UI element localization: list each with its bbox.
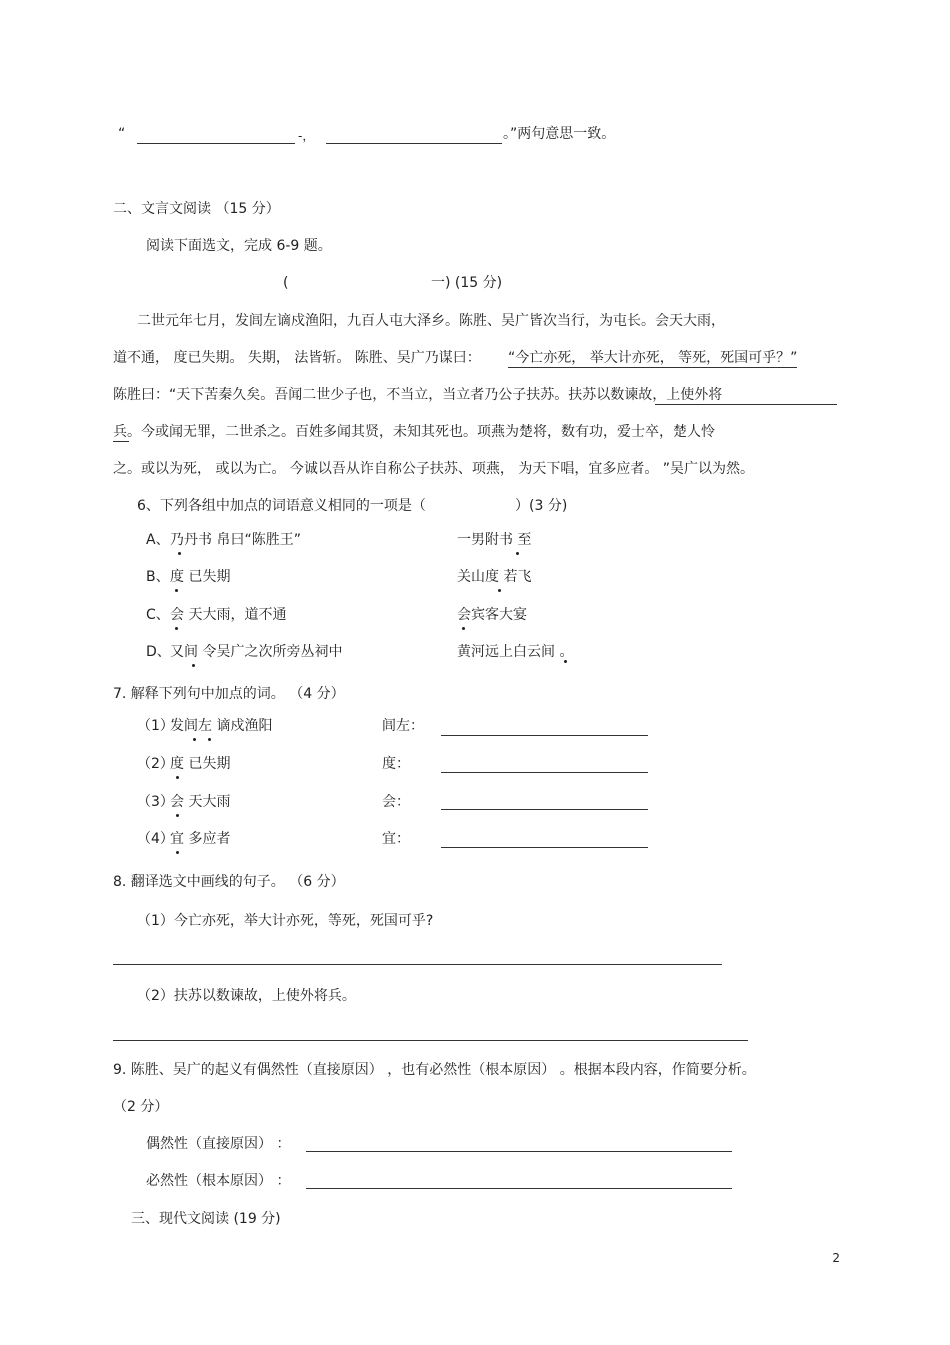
- q6-option-b-right: 关山度 若飞: [457, 569, 532, 585]
- emphasis-dot: [192, 664, 195, 667]
- q9-answer-label-1: 偶然性（直接原因） ：: [146, 1136, 291, 1152]
- passage-line: 道不通， 度已失期。 失期， 法皆斩。 陈胜、吴广乃谋曰：: [113, 350, 481, 366]
- section-2-intro: 阅读下面选文，完成 6-9 题。: [146, 238, 332, 254]
- q8-sentence-1: （1）今亡亦死，举大计亦死，等死，死国可乎?: [137, 913, 434, 929]
- q6-option-label: D、: [146, 644, 171, 660]
- passage-line: 二世元年七月，发闾左谪戍渔阳，九百人屯大泽乡。陈胜、吴广皆次当行，为屯长。会天大雨，: [137, 313, 725, 329]
- quote-tail: 。”两句意思一致。: [503, 126, 616, 142]
- q6-score: ）(3 分): [515, 498, 568, 514]
- q8-stem: 8. 翻译选文中画线的句子。 （6 分）: [113, 874, 345, 890]
- underlined-sentence-1: “今亡亦死， 举大计亦死， 等死，死国可乎？”: [508, 350, 798, 366]
- q6-option-label: C、: [146, 607, 170, 623]
- q6-option-label: A、: [146, 532, 170, 548]
- q7-item-word: 会：: [382, 794, 410, 810]
- q6-option-c-left: 会 天大雨，道不通: [170, 607, 287, 623]
- open-quote: “: [118, 126, 126, 142]
- emphasis-dot: [178, 552, 181, 555]
- q7-stem: 7. 解释下列句中加点的词。 （4 分）: [113, 686, 345, 702]
- emphasis-dot: [564, 660, 567, 663]
- passage-line: 陈胜曰：“天下苦秦久矣。吾闻二世少子也，不当立，当立者乃公子扶苏。扶苏以数谏故，上使外将: [113, 387, 723, 403]
- page-number: 2: [832, 1251, 840, 1265]
- emphasis-dot: [175, 627, 178, 630]
- q7-answer-line[interactable]: [441, 772, 648, 773]
- emphasis-dot: [175, 589, 178, 592]
- subtitle-open: (: [283, 275, 289, 291]
- q9-answer-label-2: 必然性（根本原因） ：: [146, 1173, 291, 1189]
- q8-answer-line-1[interactable]: [113, 964, 722, 965]
- q7-item-num: （3）: [137, 794, 174, 810]
- emphasis-dot: [176, 851, 179, 854]
- underline-sentence-2a: [655, 404, 837, 405]
- emphasis-dot: [193, 738, 196, 741]
- q8-sentence-2: （2）扶苏以数谏故，上使外将兵。: [137, 988, 356, 1004]
- q6-stem: 6、下列各组中加点的词语意义相同的一项是（: [137, 498, 426, 514]
- q7-answer-line[interactable]: [441, 809, 648, 810]
- q7-item-num: （4）: [137, 831, 174, 847]
- emphasis-dot: [516, 552, 519, 555]
- section-2-heading: 二、文言文阅读 （15 分）: [113, 201, 280, 217]
- q9-answer-line-1[interactable]: [306, 1151, 732, 1152]
- emphasis-dot: [462, 627, 465, 630]
- q7-item-text: 度 已失期: [170, 756, 231, 772]
- q7-item-num: （2）: [137, 756, 174, 772]
- q9-stem: 9. 陈胜、吴广的起义有偶然性（直接原因） ，也有必然性（根本原因） 。根据本段内容，作简要分析。: [113, 1062, 756, 1078]
- quote-mid: -，: [298, 129, 315, 143]
- q7-item-word: 宜：: [382, 831, 410, 847]
- passage-line: 兵。今或闻无罪，二世杀之。百姓多闻其贤，未知其死也。项燕为楚将，数有功，爱士卒，楚人怜: [113, 424, 715, 440]
- emphasis-dot: [498, 589, 501, 592]
- q8-answer-line-2[interactable]: [113, 1040, 748, 1041]
- q6-option-label: B、: [146, 569, 170, 585]
- q7-item-word: 度：: [382, 756, 410, 772]
- q9-score: （2 分）: [113, 1099, 169, 1115]
- q7-answer-line[interactable]: [441, 847, 648, 848]
- answer-blank-2[interactable]: [326, 143, 502, 144]
- q7-item-text: 宜 多应者: [170, 831, 231, 847]
- underline-sentence-2b: [113, 441, 129, 442]
- q9-answer-line-2[interactable]: [306, 1188, 732, 1189]
- q7-item-num: （1）: [137, 718, 174, 734]
- q7-answer-line[interactable]: [441, 735, 648, 736]
- q6-option-a-right: 一男附书 至: [457, 532, 532, 548]
- section-3-heading: 三、现代文阅读 (19 分): [131, 1211, 281, 1227]
- emphasis-dot: [176, 776, 179, 779]
- q7-item-text: 会 天大雨: [170, 794, 231, 810]
- q6-option-d-left: 又间 令吴广之次所旁丛祠中: [170, 644, 343, 660]
- q6-option-b-left: 度 已失期: [170, 569, 231, 585]
- q7-item-text: 发闾左 谪戍渔阳: [170, 718, 273, 734]
- q6-option-a-left: 乃丹书 帛曰“陈胜王”: [170, 532, 301, 548]
- q7-item-word: 闾左：: [382, 718, 424, 734]
- answer-blank-1[interactable]: [137, 143, 295, 144]
- q6-option-d-right: 黄河远上白云间 。: [457, 644, 574, 660]
- emphasis-dot: [208, 738, 211, 741]
- passage-line: 之。或以为死， 或以为亡。 今诚以吾从诈自称公子扶苏、项燕， 为天下唱，宜多应者。 ”吴广以为然。: [113, 461, 755, 477]
- q6-option-c-right: 会宾客大宴: [457, 607, 527, 623]
- emphasis-dot: [176, 814, 179, 817]
- subtitle-rest: 一) (15 分): [431, 275, 503, 291]
